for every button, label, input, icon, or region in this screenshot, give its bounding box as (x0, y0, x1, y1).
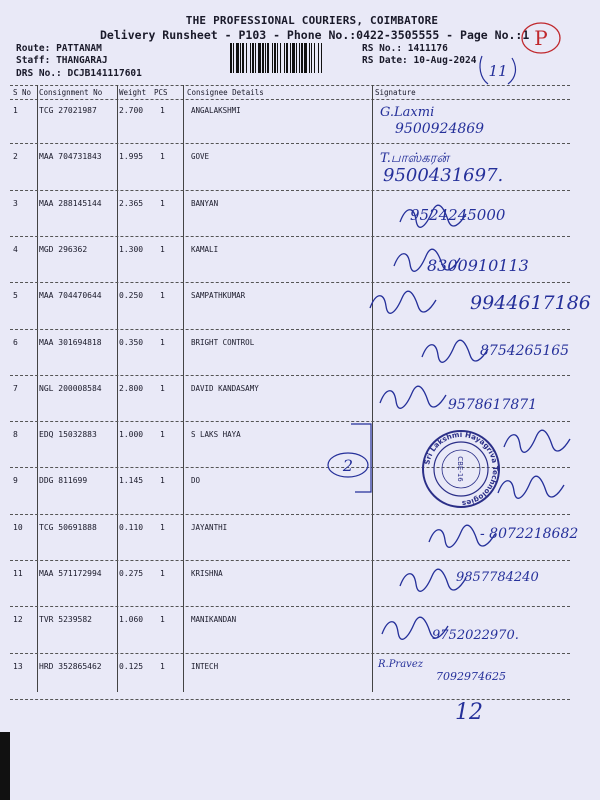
row-consignment-no: DDG 811699 (39, 476, 88, 486)
row-pcs: 1 (160, 522, 165, 532)
row-weight: 2.800 (119, 383, 144, 393)
row-consignee: INTECH (191, 661, 219, 671)
row-pcs: 1 (160, 430, 165, 440)
col-consignee: Consignee Details (187, 88, 264, 97)
row-sno: 4 (13, 244, 18, 254)
row-consignee: JAYANTHI (191, 522, 228, 532)
row-weight: 1.300 (119, 244, 144, 254)
row-divider (10, 236, 570, 237)
row-consignment-no: MAA 288145144 (39, 198, 102, 208)
staff-info (16, 55, 108, 66)
row-weight: 1.995 (119, 152, 144, 162)
handwritten-signature-name: R.Pravez (378, 658, 424, 670)
company-title: THE PROFESSIONAL COURIERS, COIMBATORE (185, 14, 439, 27)
rs-date-label: RS Date: (362, 55, 408, 66)
row-pcs: 1 (160, 383, 165, 393)
row-consignee: BANYAN (191, 198, 219, 208)
svg-text:2: 2 (342, 456, 354, 475)
row-consignment-no: MAA 301694818 (39, 337, 102, 347)
handwritten-phone-number: 7092974625 (436, 669, 506, 683)
row-weight: 0.125 (119, 661, 144, 671)
row-pcs: 1 (160, 244, 165, 254)
row-pcs: 1 (160, 337, 165, 347)
row-sno: 9 (13, 476, 18, 486)
row-pcs: 1 (160, 569, 165, 578)
row-weight: 1.000 (119, 430, 144, 440)
row-divider (10, 560, 570, 561)
handwritten-phone-number: 9752022970. (432, 628, 519, 644)
row-consignee: ANGALAKSHMI (191, 106, 241, 115)
bottom-total-annotation: 12 (455, 700, 483, 725)
barcode (230, 43, 352, 73)
col-consignment: Consignment No (39, 88, 103, 97)
row-pcs: 1 (160, 291, 165, 301)
row-sno: 5 (13, 291, 18, 301)
svg-text:Sri Lakshmi Hayagriva Technolo: Sri Lakshmi Hayagriva Technologies (422, 429, 501, 509)
row-consignment-no: MAA 704470644 (39, 291, 102, 301)
row-consignment-no: HRD 352865462 (39, 661, 102, 671)
circled-letter-annotation (520, 20, 562, 56)
row-weight: 2.365 (119, 198, 144, 208)
row-consignee: KRISHNA (191, 569, 223, 578)
row-weight: 2.700 (119, 106, 144, 115)
row-consignment-no: MAA 571172994 (39, 569, 102, 578)
route-info (16, 43, 102, 54)
row-consignment-no: MGD 296362 (39, 244, 88, 254)
handwritten-phone-number: 8300910113 (427, 255, 529, 275)
rs-no-label: RS No.: (362, 43, 403, 54)
row-sno: 3 (13, 198, 18, 208)
row-consignment-no: NGL 200008584 (39, 383, 102, 393)
rs-date-value: 10-Aug-2024 (413, 55, 477, 66)
row-consignee: KAMALI (191, 244, 219, 254)
handwritten-signature-name: T.பாஸ்கரன் (380, 151, 449, 167)
row-pcs: 1 (160, 615, 165, 625)
row-sno: 6 (13, 337, 18, 347)
row-weight: 0.110 (119, 522, 144, 532)
row-consignment-no: TCG 27021987 (39, 106, 97, 115)
handwritten-signature-scribble (500, 427, 590, 455)
drs-value: DCJB141117601 (67, 68, 142, 79)
row-sno: 2 (13, 152, 18, 162)
row-divider (10, 606, 570, 607)
route-label: Route: (16, 43, 51, 54)
col-signature: Signature (375, 88, 416, 97)
row-divider (10, 190, 570, 191)
row-sno: 8 (13, 430, 18, 440)
drs-info (16, 68, 142, 79)
rs-date-info (362, 55, 476, 66)
row-divider (10, 699, 570, 700)
handwritten-phone-number: 9500431697. (383, 165, 504, 187)
col-weight: Weight (119, 88, 147, 97)
row-consignee: SAMPATHKUMAR (191, 291, 246, 301)
row-pcs: 1 (160, 152, 165, 162)
row-pcs: 1 (160, 198, 165, 208)
col-pcs: PCS (154, 88, 168, 97)
drs-label: DRS No.: (16, 68, 62, 79)
row-consignee: DO (191, 476, 201, 486)
row-consignee: BRIGHT CONTROL (191, 337, 255, 347)
svg-text:11: 11 (488, 62, 508, 80)
row-weight: 1.060 (119, 615, 144, 625)
table-row (10, 101, 570, 147)
row-consignee: S LAKS HAYA (191, 430, 241, 440)
handwritten-phone-number: 9578617871 (448, 396, 538, 413)
row-divider (10, 143, 570, 144)
row-sno: 1 (13, 106, 18, 115)
row-sno: 7 (13, 383, 18, 393)
company-seal-stamp (420, 428, 502, 510)
svg-text:P: P (534, 26, 548, 50)
handwritten-signature-scribble (366, 288, 456, 316)
row-consignment-no: MAA 704731843 (39, 152, 102, 162)
handwritten-phone-number: 9857784240 (456, 570, 539, 585)
staff-value: THANGARAJ (56, 55, 108, 66)
row-weight: 0.350 (119, 337, 144, 347)
scan-edge-shadow (0, 732, 10, 800)
row-sno: 11 (13, 569, 23, 578)
col-sno: S No (13, 88, 32, 97)
svg-text:CBE-16: CBE-16 (456, 456, 464, 482)
row-sno: 10 (13, 522, 23, 532)
handwritten-phone-number: 9944617186 (470, 292, 591, 315)
row-consignment-no: TVR 5239582 (39, 615, 92, 625)
header-bottom-rule (10, 99, 570, 100)
rs-no-value: 1411176 (407, 43, 448, 54)
row-consignee: MANIKANDAN (191, 615, 237, 625)
row-pcs: 1 (160, 106, 165, 115)
handwritten-phone-number: 8754265165 (480, 342, 570, 359)
staff-label: Staff: (16, 55, 51, 66)
handwritten-phone-number: - 8072218682 (480, 525, 579, 542)
header-top-rule (10, 85, 570, 86)
table-header (10, 86, 570, 100)
row-consignee: DAVID KANDASAMY (191, 383, 259, 393)
row-sno: 13 (13, 661, 23, 671)
row-divider (10, 375, 570, 376)
handwritten-signature-name: G.Laxmi (380, 105, 435, 120)
row-sno: 12 (13, 615, 23, 625)
handwritten-phone-number: 9500924869 (395, 121, 485, 137)
handwritten-phone-number: 9524245000 (410, 205, 506, 224)
route-value: PATTANAM (56, 43, 102, 54)
rs-no-info (362, 43, 448, 54)
row-weight: 1.145 (119, 476, 144, 486)
row-divider (10, 421, 570, 422)
row-pcs: 1 (160, 661, 165, 671)
row-consignee: GOVE (191, 152, 210, 162)
row-divider (10, 282, 570, 283)
handwritten-signature-scribble (494, 473, 584, 501)
count-annotation (476, 52, 520, 88)
row-divider (10, 329, 570, 330)
row-divider (10, 514, 570, 515)
row-divider (10, 653, 570, 654)
row-consignment-no: TCG 50691888 (39, 522, 97, 532)
row-weight: 0.250 (119, 291, 144, 301)
row-weight: 0.275 (119, 569, 144, 578)
runsheet-title: Delivery Runsheet - P103 - Phone No.:0422-3505555 - Page No.:1 (100, 28, 530, 42)
bracket-count-annotation (325, 450, 371, 480)
row-consignment-no: EDQ 15032883 (39, 430, 97, 440)
row-pcs: 1 (160, 476, 165, 486)
